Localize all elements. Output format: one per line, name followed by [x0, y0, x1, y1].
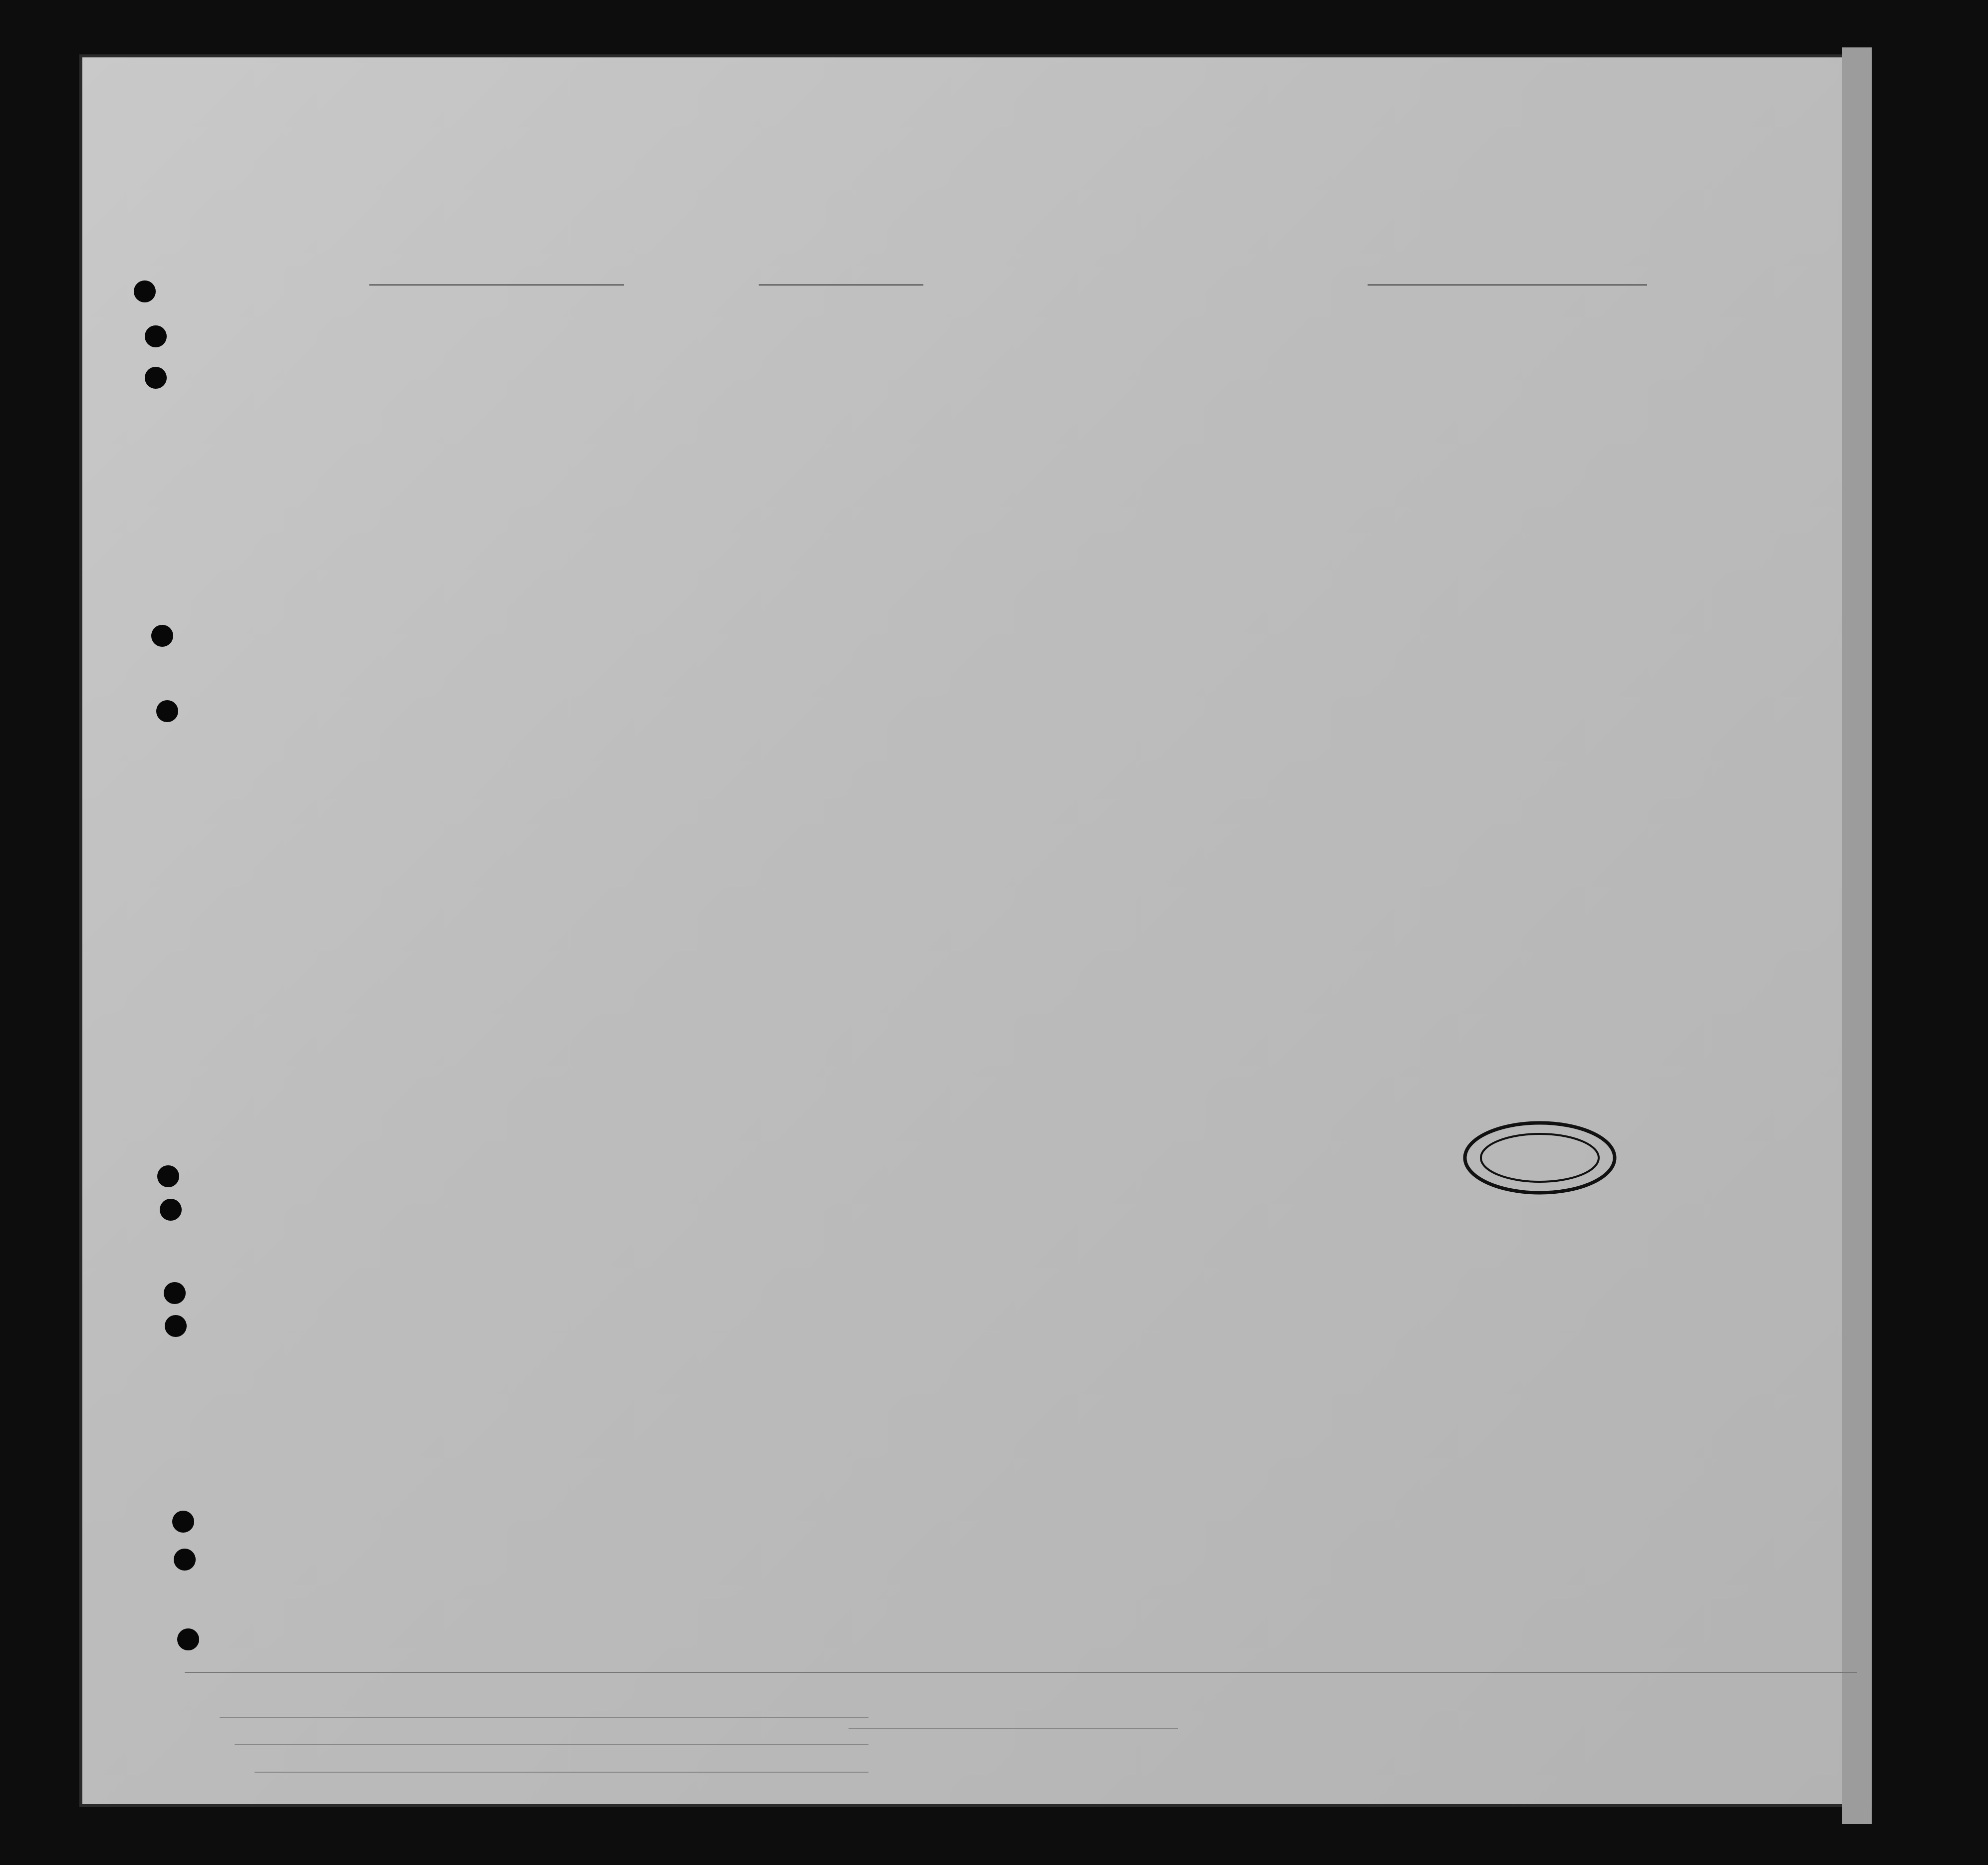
binder-hole: [156, 700, 178, 722]
from-port-underline: [1368, 284, 1647, 285]
binder-hole: [157, 1165, 179, 1187]
signature-line: [849, 1728, 1178, 1729]
binder-hole: [164, 1282, 186, 1304]
binder-hole: [160, 1199, 182, 1221]
vessel-underline: [369, 284, 624, 285]
page-fold: [1842, 47, 1872, 1824]
port-underline: [759, 284, 923, 285]
binder-hole: [165, 1315, 187, 1337]
binder-hole: [145, 367, 167, 389]
agents-underline: [255, 1772, 868, 1773]
footer-divider: [185, 1672, 1857, 1673]
binder-hole: [145, 325, 167, 347]
owners-underline: [235, 1744, 868, 1745]
binder-hole: [134, 280, 156, 302]
binder-hole: [151, 625, 173, 647]
manifest-sheet: [82, 57, 1869, 1804]
binder-hole: [177, 1628, 199, 1650]
line-underline: [220, 1717, 868, 1718]
binder-hole: [172, 1511, 194, 1533]
binder-hole: [174, 1549, 196, 1571]
mm-office-stamp: [1462, 1120, 1617, 1195]
